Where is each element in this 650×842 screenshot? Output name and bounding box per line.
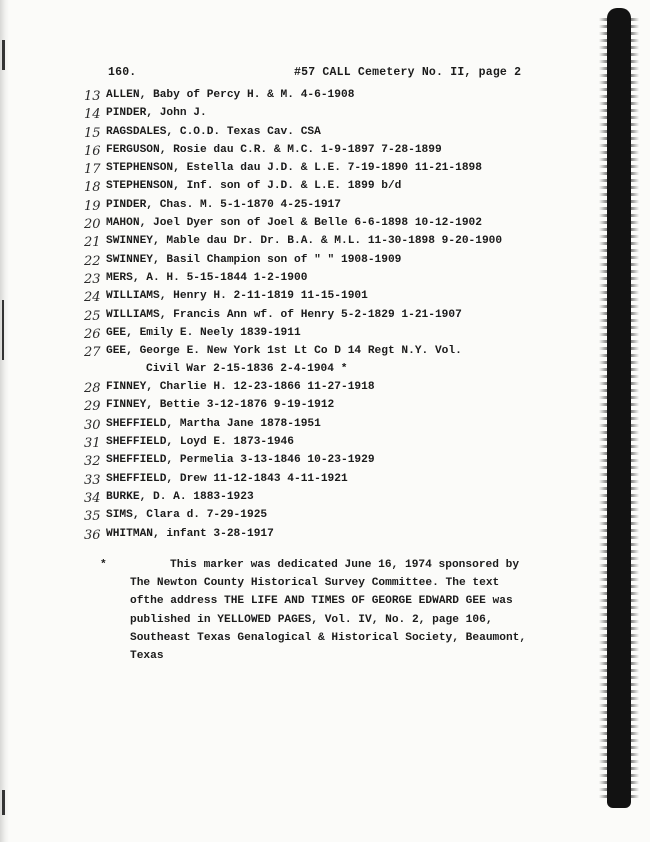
scan-binding-core xyxy=(607,8,631,808)
entry-text: MAHON, Joel Dyer son of Joel & Belle 6-6-1898 10-12-1902 xyxy=(106,217,482,230)
burial-entry xyxy=(84,525,584,543)
scan-mark xyxy=(2,790,5,815)
burial-entry xyxy=(84,324,584,342)
burial-entry xyxy=(84,287,584,305)
burial-entry xyxy=(84,306,584,324)
entry-text: STEPHENSON, Inf. son of J.D. & L.E. 1899 b/d xyxy=(106,180,402,193)
footnote-line: ofthe address THE LIFE AND TIMES OF GEORGE EDWARD GEE was xyxy=(130,595,513,608)
entry-text: GEE, George E. New York 1st Lt Co D 14 Regt N.Y. Vol. xyxy=(106,345,462,358)
entry-number: 36 xyxy=(84,527,101,543)
burial-entry xyxy=(84,123,584,141)
entry-number: 21 xyxy=(84,235,101,251)
page-number: 160. xyxy=(108,66,137,79)
page-title: #57 CALL Cemetery No. II, page 2 xyxy=(294,66,522,79)
burial-entry xyxy=(84,251,584,269)
scan-mark xyxy=(2,40,5,70)
burial-list xyxy=(84,86,584,543)
page-header xyxy=(108,66,548,84)
burial-entry xyxy=(84,232,584,250)
burial-entry xyxy=(84,470,584,488)
footnote xyxy=(100,556,570,665)
entry-text: WILLIAMS, Henry H. 2-11-1819 11-15-1901 xyxy=(106,290,368,303)
entry-text: FERGUSON, Rosie dau C.R. & M.C. 1-9-1897 7-28-1899 xyxy=(106,143,442,156)
entry-text: SHEFFIELD, Loyd E. 1873-1946 xyxy=(106,436,294,449)
entry-text-continued: Civil War 2-15-1836 2-4-1904 * xyxy=(146,363,348,376)
entry-number: 30 xyxy=(84,417,101,433)
entry-text: GEE, Emily E. Neely 1839-1911 xyxy=(106,326,301,339)
entry-number: 28 xyxy=(84,381,101,397)
entry-text: SHEFFIELD, Martha Jane 1878-1951 xyxy=(106,417,321,430)
entry-text: SIMS, Clara d. 7-29-1925 xyxy=(106,509,268,522)
entry-text: RAGSDALES, C.O.D. Texas Cav. CSA xyxy=(106,125,321,138)
entry-text: SWINNEY, Basil Champion son of " " 1908-1909 xyxy=(106,253,402,266)
burial-entry xyxy=(84,378,584,396)
footnote-line: published in YELLOWED PAGES, Vol. IV, No. 2, page 106, xyxy=(130,613,493,626)
burial-entry xyxy=(84,488,584,506)
burial-entry xyxy=(84,196,584,214)
footnote-asterisk: * xyxy=(100,559,107,571)
burial-entry xyxy=(84,415,584,433)
entry-text: FINNEY, Charlie H. 12-23-1866 11-27-1918 xyxy=(106,381,375,394)
entry-number: 13 xyxy=(84,89,101,104)
entry-number: 16 xyxy=(84,143,101,159)
entry-text: SHEFFIELD, Drew 11-12-1843 4-11-1921 xyxy=(106,472,348,485)
scan-binding-shadow xyxy=(593,8,645,808)
entry-text: PINDER, Chas. M. 5-1-1870 4-25-1917 xyxy=(106,198,341,211)
entry-number: 33 xyxy=(84,472,101,488)
entry-number: 26 xyxy=(84,326,101,342)
entry-number: 14 xyxy=(84,107,101,123)
burial-entry xyxy=(84,396,584,414)
burial-entry xyxy=(84,451,584,469)
entry-text: WILLIAMS, Francis Ann wf. of Henry 5-2-1829 1-21-1907 xyxy=(106,308,462,321)
entry-number: 17 xyxy=(84,162,101,178)
burial-entry xyxy=(84,506,584,524)
entry-text: SWINNEY, Mable dau Dr. Dr. B.A. & M.L. 11-30-1898 9-20-1900 xyxy=(106,235,503,248)
entry-number: 35 xyxy=(84,509,101,525)
entry-number: 15 xyxy=(84,125,101,141)
entry-text: FINNEY, Bettie 3-12-1876 9-19-1912 xyxy=(106,399,335,412)
entry-number: 22 xyxy=(84,253,101,269)
footnote-line: Texas xyxy=(130,650,164,663)
entry-number: 31 xyxy=(84,436,101,452)
burial-entry xyxy=(84,86,584,104)
footnote-line: This marker was dedicated June 16, 1974 sponsored by xyxy=(170,559,520,571)
entry-number: 29 xyxy=(84,399,101,415)
burial-entry xyxy=(84,433,584,451)
entry-text: WHITMAN, infant 3-28-1917 xyxy=(106,527,274,540)
entry-text: BURKE, D. A. 1883-1923 xyxy=(106,490,254,503)
entry-number: 18 xyxy=(84,180,101,196)
entry-number: 27 xyxy=(84,345,101,361)
entry-number: 19 xyxy=(84,198,101,214)
entry-text: PINDER, John J. xyxy=(106,107,207,120)
footnote-line: The Newton County Historical Survey Committee. The text xyxy=(130,577,500,590)
entry-text: ALLEN, Baby of Percy H. & M. 4-6-1908 xyxy=(106,89,355,101)
entry-number: 25 xyxy=(84,308,101,324)
burial-entry xyxy=(84,342,584,378)
entry-text: STEPHENSON, Estella dau J.D. & L.E. 7-19-1890 11-21-1898 xyxy=(106,162,482,175)
entry-text: SHEFFIELD, Permelia 3-13-1846 10-23-1929 xyxy=(106,454,375,467)
entry-number: 34 xyxy=(84,490,101,506)
scan-mark xyxy=(2,300,4,360)
entry-number: 23 xyxy=(84,271,101,287)
entry-number: 24 xyxy=(84,290,101,306)
entry-number: 32 xyxy=(84,454,101,470)
burial-entry xyxy=(84,177,584,195)
burial-entry xyxy=(84,104,584,122)
footnote-line: Southeast Texas Genalogical & Historical Society, Beaumont, xyxy=(130,631,527,644)
entry-text: MERS, A. H. 5-15-1844 1-2-1900 xyxy=(106,271,308,284)
burial-entry xyxy=(84,159,584,177)
burial-entry xyxy=(84,214,584,232)
scan-edge-left xyxy=(0,0,9,842)
burial-entry xyxy=(84,269,584,287)
burial-entry xyxy=(84,141,584,159)
entry-number: 20 xyxy=(84,217,101,233)
